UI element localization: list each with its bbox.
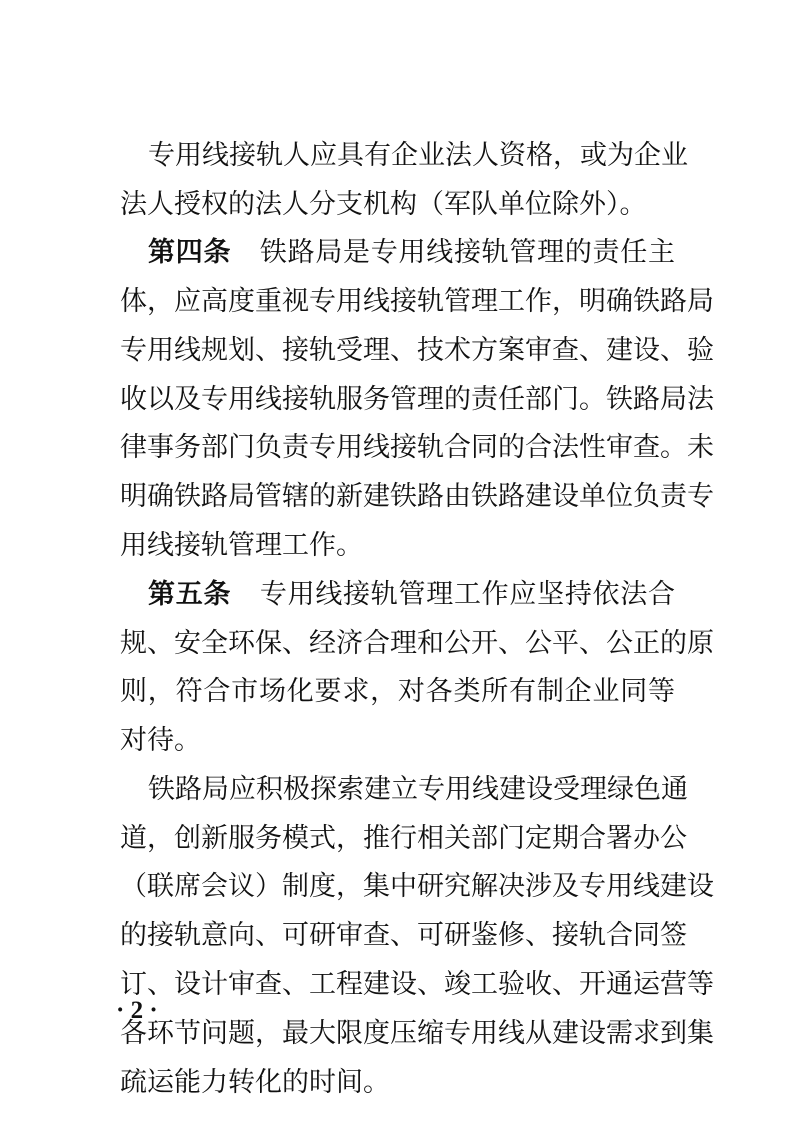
paragraph-line: 专用线接轨人应具有企业法人资格，或为企业 bbox=[148, 140, 688, 171]
paragraph-line: 法人授权的法人分支机构（军队单位除外）。 bbox=[120, 189, 647, 220]
article-first-line bbox=[148, 233, 675, 273]
page-number: · 2 · bbox=[116, 997, 158, 1024]
paragraph-line: 各环节问题，最大限度压缩专用线从建设需求到集 bbox=[120, 1018, 714, 1049]
article-heading: 第五条 bbox=[148, 579, 232, 610]
paragraph-line: 铁路局应积极探索建立专用线建设受理绿色通 bbox=[148, 774, 688, 805]
article-heading: 第四条 bbox=[148, 237, 232, 268]
paragraph-line: 的接轨意向、可研审查、可研鉴修、接轨合同签 bbox=[120, 920, 687, 951]
paragraph-line: 规、安全环保、经济合理和公开、公平、公正的原 bbox=[120, 628, 714, 659]
paragraph-line: 体，应高度重视专用线接轨管理工作，明确铁路局 bbox=[120, 286, 714, 317]
paragraph-line: 律事务部门负责专用线接轨合同的合法性审查。未 bbox=[120, 432, 714, 463]
paragraph-line: 则，符合市场化要求，对各类所有制企业同等 bbox=[120, 676, 675, 707]
paragraph-line: 明确铁路局管辖的新建铁路由铁路建设单位负责专 bbox=[120, 481, 714, 512]
article-first-line bbox=[148, 575, 675, 615]
paragraph-line: 订、设计审查、工程建设、竣工验收、开通运营等 bbox=[120, 969, 714, 1000]
paragraph-line: 用线接轨管理工作。 bbox=[120, 530, 363, 561]
paragraph-line: 专用线规划、接轨受理、技术方案审查、建设、验 bbox=[120, 335, 714, 366]
paragraph-line: 专用线接轨管理工作应坚持依法合 bbox=[259, 579, 676, 610]
paragraph-line: 收以及专用线接轨服务管理的责任部门。铁路局法 bbox=[120, 384, 714, 415]
paragraph-line: 铁路局是专用线接轨管理的责任主 bbox=[259, 237, 676, 268]
paragraph-line: （联席会议）制度，集中研究解决涉及专用线建设 bbox=[120, 871, 714, 902]
paragraph-line: 道，创新服务模式，推行相关部门定期合署办公 bbox=[120, 823, 687, 854]
paragraph-line: 对待。 bbox=[120, 725, 201, 756]
paragraph-line: 疏运能力转化的时间。 bbox=[120, 1067, 390, 1098]
